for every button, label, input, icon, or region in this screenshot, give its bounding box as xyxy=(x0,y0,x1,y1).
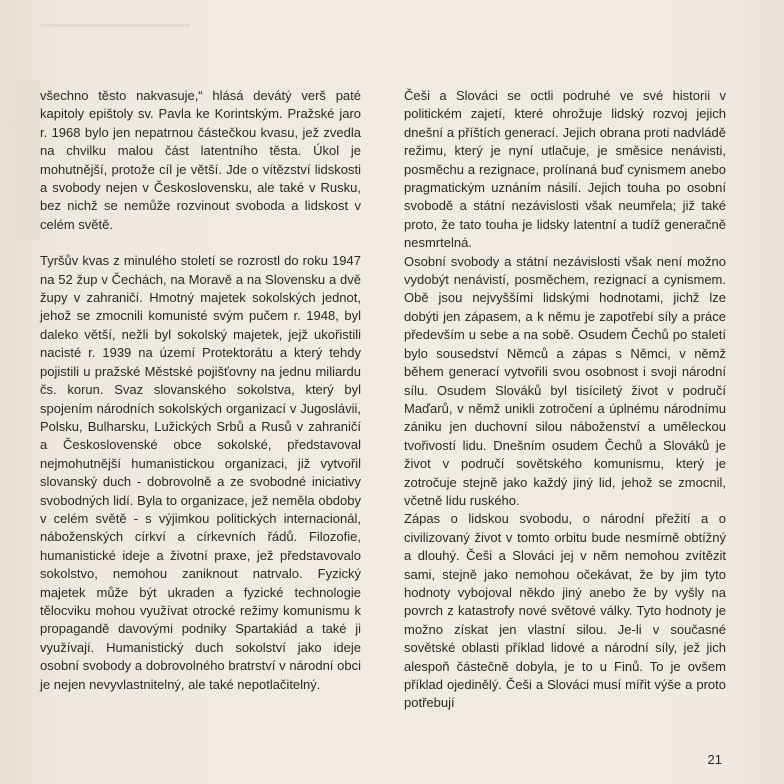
left-paragraph-2: Tyršův kvas z minulého století se rozrostl do roku 1947 na 52 žup v Čechách, na Moravě a na Slovensku a dvě župy v zahraničí. Hmotný majetek sokolských jednot, jehož se zmocnili komunisté svým pučem r. 1948, byl daleko větší, nežli byl sokolský majetek, jejž ukořistili nacisté r. 1939 na území Protektorátu a který tehdy pojistili u pražské Městské pojišťovny na jednu miliardu čs. korun. Svaz slovanského sokolstva, který byl spojením národních sokolských organizací v Jugoslávii, Polsku, Bulharsku, Lužických Srbů a Rusů v zahraničí a Československé obce sokolské, představoval nejmohutnější humanistickou organizaci, již vytvořil slovanský duch - dobrovolně a ze svobodné iniciativy svobodných lidí. Byla to organizace, jež neměla obdoby v celém světě - s výjimkou politických internacionál, náboženských církví a církevních řádů. Filozofie, humanistické ideje a životní praxe, jež představovalo sokolstvo, nemohou zaniknout natrvalo. Fyzický majetek může být ukraden a fyzické technologie tělocviku mohou využívat otrocké režimy komunismu k propagandě davovými podniky Spartakiád a také ji využívají. Humanistický duch sokolství jako ideje osobní svobody a dobrovolného bratrství v národní obci je nejen nevyvlastnitelný, ale také nepotlačitelný. xyxy=(40,253,361,692)
binding-shadow xyxy=(0,80,40,240)
left-text-column xyxy=(40,87,361,694)
right-paragraph-1: Češi a Slováci se octli podruhé ve své historii v politickém zajetí, které ohrožuje lidský rozvoj jejich dnešní a příštích generací. Jejich obrana proti nadvládě režimu, který je nyní utlačuje, je směsice nenávisti, posměchu a rezignace, prolínaná buď cynismem anebo pragmatickým uznáním násilí. Jejich touha po osobní svobodě a státní nezávislosti však neumřela; již také proto, že tato touha je lidsky latentní a tudíž generačně nesmrtelná. xyxy=(404,88,726,251)
right-paragraph-2: Osobní svobody a státní nezávislosti však není možno vydobýt nenávistí, posměchem, rezignací a cynismem. Obě jsou nejvyššími lidskými hodnotami, jichž lze dobýti jen zápasem, a k němu je zapotřebí síly a práce především u sebe a na sobě. Osudem Čechů po staletí bylo sousedství Němců a zápas s Němci, v němž během generací vytvořili svou osobnost i svoji národní sílu. Osudem Slováků byl tisíciletý život v područí Maďarů, v němž unikli zotročení a úplnému národnímu zániku jen duchovní silou náboženství a uměleckou tvořivostí lidu. Dnešním osudem Čechů a Slováků je život v područí sovětského komunismu, který je zotročuje stejně jako každý jiný lid, jehož se zmocnil, včetně lidu ruského. xyxy=(404,253,726,508)
faint-show-through-heading xyxy=(40,18,190,32)
left-paragraph-1: všechno těsto nakvasuje,“ hlásá devátý verš paté kapitoly epištoly sv. Pavla ke Korintským. Pražské jaro r. 1968 bylo jen nepatrnou částečkou kvasu, jež zvedla na chvilku malou část latentního těsta. Úkol je mohutnější, protože cíl je větší. Jde o vítězství lidskosti a svobody nejen v Československu, ale také v Rusku, bez nichž se nemůže rozvinout svoboda a lidskost v celém světě. xyxy=(40,88,361,232)
page-number: 21 xyxy=(707,752,722,767)
right-text-column xyxy=(404,87,726,713)
right-paragraph-3: Zápas o lidskou svobodu, o národní přežití a o civilizovaný život v tomto orbitu bude nesmírně obtížný a dlouhý. Češi a Slováci jej v něm nemohou zvítězit sami, stejně jako nemohou očekávat, že by jim tyto hodnoty vybojoval někdo jiný anebo že by vyšly na povrch z katastrofy nové světové války. Tyto hodnoty je možno získat jen vlastní silou. Je-li v současné sovětské oblasti příklad lidové a národní síly, jež jich alespoň částečně dobyla, je to u Finů. To je ovšem příklad ojedinělý. Češi a Slováci musí mířit výše a proto potřebují xyxy=(404,511,726,711)
